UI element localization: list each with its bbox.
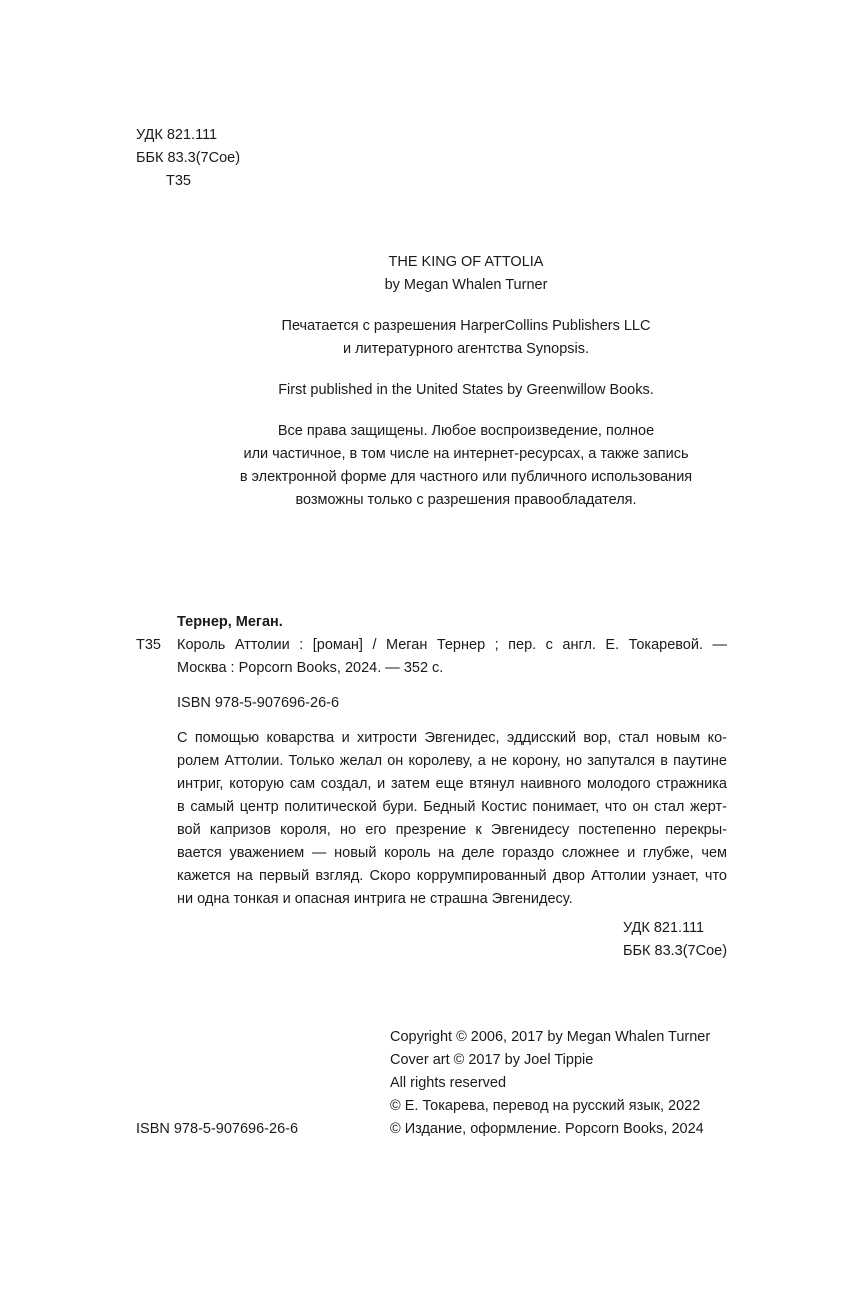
rights-line: Все права защищены. Любое воспроизведение, полное	[277, 423, 655, 439]
annotation-line: кажется на первый взгляд. Скоро коррумпированный двор Аттолии узнает, что	[177, 868, 727, 884]
annotation-line: вой капризов короля, но его презрение к Эвгенидесу постепенно перекры-	[177, 822, 727, 838]
bibliographic-line: Москва : Popcorn Books, 2024. — 352 с.	[177, 660, 444, 676]
copyright-line: © Издание, оформление. Popcorn Books, 2024	[390, 1121, 704, 1137]
copyright-block	[390, 1026, 710, 1141]
copyright-line: All rights reserved	[390, 1075, 507, 1091]
first-published-line: First published in the United States by Greenwillow Books.	[278, 382, 654, 398]
bibliographic-line: Король Аттолии : [роман] / Меган Тернер ; пер. с англ. Е. Токаревой. —	[177, 637, 727, 653]
original-author: by Megan Whalen Turner	[384, 277, 548, 293]
rights-line: возможны только с разрешения правообладателя.	[295, 492, 637, 508]
catalog-udk: УДК 821.111	[623, 920, 705, 936]
annotation-line: вается уважением — новый король на деле гораздо сложнее и глубже, чем	[177, 845, 727, 861]
permission-line: и литературного агентства Synopsis.	[342, 341, 590, 357]
permission-line: Печатается с разрешения HarperCollins Publishers LLC	[281, 318, 651, 334]
classification-block	[136, 124, 240, 193]
rights-line: в электронной форме для частного или публичного использования	[239, 469, 693, 485]
annotation-line: в самый центр политической бури. Бедный Костис понимает, что он стал жерт-	[177, 799, 727, 815]
annotation-line: ни одна тонкая и опасная интрига не страшна Эвгенидесу.	[177, 891, 573, 907]
first-published-notice	[200, 379, 732, 402]
annotation-line: интриг, которую сам создал, и затем еще втянул наивного молодого стражника	[177, 776, 727, 792]
udk-code: УДК 821.111	[136, 127, 218, 143]
copyright-line: Copyright © 2006, 2017 by Megan Whalen Turner	[390, 1029, 711, 1045]
annotation-line: С помощью коварства и хитрости Эвгенидес, эддисский вор, стал новым ко-	[177, 730, 727, 746]
rights-line: или частичное, в том числе на интернет-ресурсах, а также запись	[243, 446, 689, 462]
catalog-author-mark: Т35	[136, 637, 161, 653]
catalog-codes	[136, 917, 727, 963]
copyright-line: © Е. Токарева, перевод на русский язык, 2022	[390, 1098, 701, 1114]
original-title: THE KING OF ATTOLIA	[388, 254, 544, 270]
annotation	[136, 727, 727, 911]
permission-notice	[200, 315, 732, 361]
bbk-code: ББК 83.3(7Сое)	[136, 150, 241, 166]
credits-block	[200, 251, 732, 530]
copyright-line: Cover art © 2017 by Joel Tippie	[390, 1052, 594, 1068]
isbn-footer-text: ISBN 978-5-907696-26-6	[136, 1121, 299, 1137]
author-mark: Т35	[166, 173, 191, 189]
catalog-bbk: ББК 83.3(7Сое)	[623, 943, 728, 959]
catalog-isbn: ISBN 978-5-907696-26-6	[177, 695, 340, 711]
annotation-line: ролем Аттолии. Только желал он королеву, а не корону, но запутался в паутине	[177, 753, 727, 769]
rights-notice	[200, 420, 732, 512]
bibliographic-row	[136, 634, 727, 657]
isbn-footer	[136, 1118, 298, 1141]
catalog-author: Тернер, Меган.	[177, 614, 283, 630]
original-title-block	[200, 251, 732, 297]
catalog-card	[136, 611, 727, 963]
